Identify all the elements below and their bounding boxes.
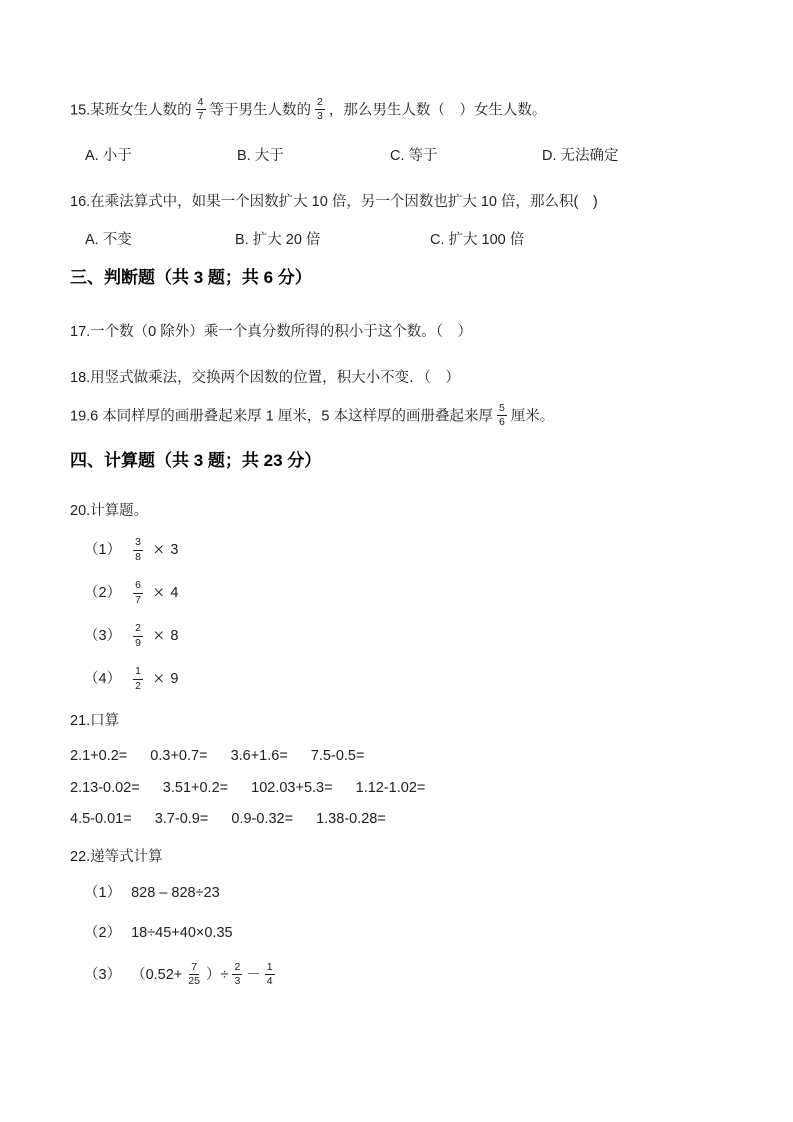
question-15-option-c: C. 等于 <box>390 148 438 165</box>
calc-item-2 <box>70 579 737 609</box>
fraction-6-7 <box>133 579 143 606</box>
fraction-denominator: 25 <box>188 975 200 988</box>
oral-calc-cell: 102.03+5.3= <box>251 779 333 796</box>
oral-calc-cell: 2.1+0.2= <box>70 747 128 764</box>
multiply-sign: × <box>151 582 166 604</box>
fraction-denominator: 7 <box>135 593 141 606</box>
question-18-text: 18.用竖式做乘法，交换两个因数的位置，积大小不变．（ ） <box>70 369 460 386</box>
fraction-denominator: 6 <box>498 415 505 428</box>
oral-calc-cell: 2.13-0.02= <box>70 779 140 796</box>
oral-calc-row-2 <box>70 778 737 800</box>
multiply-sign: × <box>151 668 166 690</box>
question-15-text-2: 等于男生人数的 <box>209 102 312 119</box>
fraction-numerator: 5 <box>497 402 507 416</box>
fraction-numerator: 2 <box>133 622 143 636</box>
fraction-numerator: 1 <box>133 665 143 679</box>
question-15 <box>70 97 737 124</box>
question-15-text-3: ，那么男生人数（ ）女生人数。 <box>328 102 547 119</box>
fraction-3-8 <box>133 536 143 563</box>
fraction-1-4 <box>265 961 275 988</box>
fraction-numerator: 4 <box>196 96 206 110</box>
multiply-sign: × <box>151 539 166 561</box>
question-19-text-1: 19.6 本同样厚的画册叠起来厚 1 厘米，5 本这样厚的画册叠起来厚 <box>70 407 493 424</box>
calc-item-label: （2） <box>84 585 122 602</box>
calc-item-label: （3） <box>84 628 122 645</box>
stepwise-item-3 <box>70 962 737 989</box>
fraction-2-3 <box>232 961 242 988</box>
stepwise-item-expression-part-3: － <box>246 967 261 983</box>
fraction-denominator: 8 <box>135 550 141 563</box>
fraction-7-25 <box>186 961 202 988</box>
calc-item-factor: 8 <box>170 628 179 645</box>
oral-calc-row-3 <box>70 809 737 831</box>
question-17 <box>70 322 737 344</box>
stepwise-item-2 <box>70 923 737 945</box>
fraction-numerator: 3 <box>133 536 143 550</box>
fraction-4-7 <box>196 96 206 123</box>
question-16-option-c: C. 扩大 100 倍 <box>430 231 525 248</box>
fraction-numerator: 2 <box>232 961 242 975</box>
stepwise-item-label: （3） <box>84 967 122 983</box>
stepwise-item-label: （2） <box>84 924 122 941</box>
fraction-numerator: 7 <box>189 961 199 975</box>
question-16 <box>70 192 737 214</box>
calc-item-1 <box>70 536 737 566</box>
stepwise-item-label: （1） <box>84 884 122 901</box>
fraction-2-3 <box>315 96 325 123</box>
calc-item-3 <box>70 622 737 652</box>
question-15-option-a: A. 小于 <box>85 148 132 165</box>
question-20-title: 20.计算题。 <box>70 503 149 520</box>
fraction-denominator: 3 <box>234 975 241 988</box>
oral-calc-cell: 7.5-0.5= <box>310 747 365 764</box>
oral-calc-row-1 <box>70 746 737 768</box>
fraction-denominator: 2 <box>135 679 141 692</box>
question-17-text: 17.一个数（0 除外）乘一个真分数所得的积小于这个数。（ ） <box>70 324 472 340</box>
question-22-title: 22.递等式计算 <box>70 849 163 865</box>
stepwise-item-expression: 828 – 828÷23 <box>131 884 220 901</box>
oral-calc-cell: 1.38-0.28= <box>316 811 386 828</box>
fraction-denominator: 9 <box>135 636 141 649</box>
calc-item-label: （1） <box>84 542 122 559</box>
fraction-1-2 <box>133 665 143 692</box>
calc-item-factor: 4 <box>170 585 179 602</box>
oral-calc-cell: 4.5-0.01= <box>70 811 132 828</box>
stepwise-item-expression: 18÷45+40×0.35 <box>131 924 233 941</box>
fraction-denominator: 4 <box>266 975 273 988</box>
fraction-numerator: 1 <box>265 961 275 975</box>
fraction-2-9 <box>133 622 143 649</box>
question-19-text-2: 厘米。 <box>510 407 555 424</box>
question-15-options <box>70 146 737 168</box>
stepwise-item-expression-part-2: ）÷ <box>205 967 229 983</box>
oral-calc-cell: 0.3+0.7= <box>150 747 208 764</box>
section-3-header: 三、判断题（共 3 题；共 6 分） <box>70 267 312 287</box>
calc-item-label: （4） <box>84 671 122 688</box>
question-19 <box>70 403 737 430</box>
calc-item-factor: 9 <box>170 671 179 688</box>
stepwise-item-expression-part-1: （0.52+ <box>131 967 183 983</box>
question-15-text-1: 15.某班女生人数的 <box>70 102 192 119</box>
oral-calc-cell: 3.51+0.2= <box>162 779 229 796</box>
calc-item-factor: 3 <box>170 542 179 559</box>
question-16-option-b: B. 扩大 20 倍 <box>235 231 321 248</box>
fraction-5-6 <box>497 402 507 429</box>
oral-calc-cell: 3.7-0.9= <box>154 811 209 828</box>
fraction-denominator: 7 <box>197 110 204 123</box>
fraction-numerator: 6 <box>133 579 143 593</box>
question-15-option-b: B. 大于 <box>237 148 284 165</box>
fraction-denominator: 3 <box>317 110 323 123</box>
oral-calc-cell: 3.6+1.6= <box>230 747 288 764</box>
oral-calc-cell: 0.9-0.32= <box>231 811 294 828</box>
question-15-option-d: D. 无法确定 <box>542 148 619 165</box>
fraction-numerator: 2 <box>315 96 325 110</box>
oral-calc-cell: 1.12-1.02= <box>355 779 426 796</box>
calc-item-4 <box>70 665 737 695</box>
stepwise-item-1 <box>70 883 737 905</box>
multiply-sign: × <box>151 625 166 647</box>
question-16-options <box>70 230 737 252</box>
section-4-header: 四、计算题（共 3 题；共 23 分） <box>70 450 322 470</box>
question-16-text: 16.在乘法算式中，如果一个因数扩大 10 倍，另一个因数也扩大 10 倍，那么积( ) <box>70 194 598 210</box>
question-16-option-a: A. 不变 <box>85 231 132 248</box>
question-21-title: 21.口算 <box>70 713 120 729</box>
question-18 <box>70 368 737 390</box>
